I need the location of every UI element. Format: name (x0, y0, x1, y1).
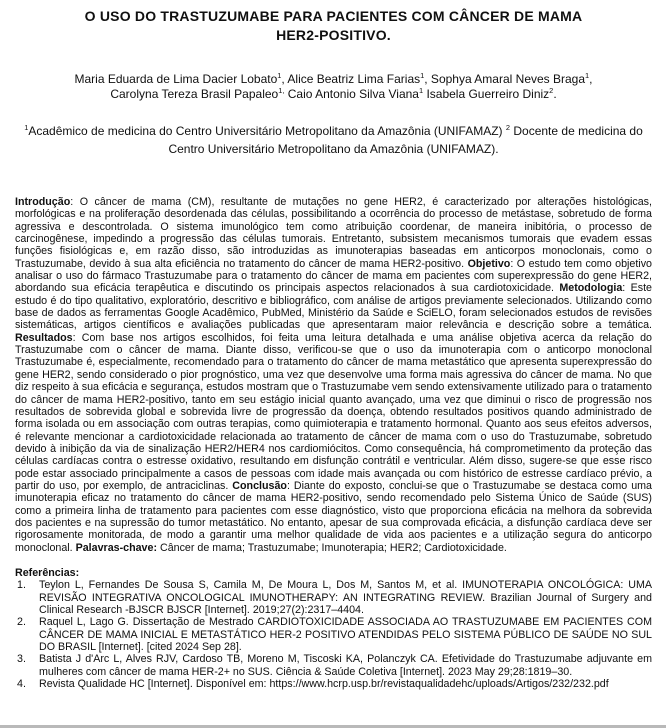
affiliations-line: $^1$Acadêmico de medicina do Centro Universitário Metropolitano da Amazônia (UNIFAMAZ) $^2$ Docente de medicina do Centro Universitário Metropolitano da Amazônia (UNIFAMAZ). (24, 123, 643, 156)
abstract-paragraph: Introdução: O câncer de mama (CM), resultante de mutações no gene HER2, é caracterizado por alterações histológicas, morfológicas e na proliferação desordenada das células, possibilitando a ocorrência do processo de metástase, sobretudo de forma agressiva e descontrolada. O sistema imunológico tem como atribuição coordenar, de maneira inibitória, o processo de carcinogênese, impedindo a progressão das células tumorais. Entretanto, subsistem mecanismos tumorais que evadem essas funções fisiológicas e, em razão disso, são introduzidas as imunoterapias baseadas em anticorpos monoclonais, como o Trastuzumabe, devido à sua alta eficiência no tratamento do câncer de mama HER2-positivo. Objetivo: O estudo tem como objetivo analisar o uso do fármaco Trastuzumabe para o tratamento do câncer de mama em pacientes com superexpressão do gene HER2, abordando sua eficácia terapêutica e discutindo os principais aspectos relacionados à sua cardiotoxicidade. Metodologia: Este estudo é do tipo qualitativo, exploratório, descritivo e bibliográfico, com análise de artigos previamente selecionados. Utilizando como base de dados as ferramentas Google Acadêmico, PubMed, Ministério da Saúde e SciELO, foram selecionados estudos de revisões sistemáticas, artigos científicos e avaliações publicadas que apresentaram maior relevância e descrição sobre a temática. Resultados: Com base nos artigos escolhidos, foi feita uma leitura detalhada e uma análise objetiva acerca da relação do Trastuzumabe com o câncer de mama. Diante disso, verificou-se que o uso da imunoterapia com o anticorpo monoclonal Trastuzumabe é, especialmente, recomendado para o tratamento do câncer de mama metastático que apresenta superexpressão do gene HER2, sendo considerado o pior prognóstico, uma vez que desenvolve uma forma mais agressiva do câncer de mama. No que diz respeito à sua eficácia e segurança, estudos mostram que o Trastuzumabe vem sendo extensivamente utilizado para o tratamento do câncer de mama HER2-positivo, tanto em seu estágio inicial quanto avançado, uma vez que diminui o risco de progressão nos resultados de sobrevida global e sobrevida livre de progressão da doença, obtendo resultados positivos quando administrado de forma isolada ou em associação com outras terapias, como quimioterapia e tratamento hormonal. Quanto aos seus efeitos adversos, é relevante mencionar a cardiotoxicidade relacionada ao tratamento de câncer de mama com o uso do Trastuzumabe, sobretudo devido à inibição da via de sinalização HER2/HER4 nos cardiomiócitos. Como consequência, há comprometimento da proteção das células cardíacas contra o estresse oxidativo, resultando em disfunção contrátil e ventricular. Além disso, sugere-se que esse risco pode estar associado principalmente a casos de pessoas com idade mais avançada ou com histórico de estresse cardíaco prévio, a partir do uso, por exemplo, de antraciclinas. Conclusão: Diante do exposto, conclui-se que o Trastuzumabe se destaca como uma imunoterapia eficaz no tratamento do câncer de mama HER2-positivo, sendo recomendado pelo Sistema Único de Saúde (SUS) como a primeira linha de tratamento para pacientes com esse diagnóstico, visto que proporciona eficácia na melhora da sobrevida dos pacientes e na supressão do tumor metastático. No entanto, apesar de sua comprovada eficácia, a disfunção cardíaca deve ser rigorosamente monitorada, de modo a garantir uma melhor qualidade de vida aos pacientes e a utilização segura do anticorpo monoclonal. Palavras-chave: Câncer de mama; Trastuzumabe; Imunoterapia; HER2; Cardiotoxicidade. (15, 196, 652, 554)
references-section (15, 567, 652, 690)
reference-text: Batista J d'Arc L, Alves RJV, Cardoso TB, Moreno M, Tiscoski KA, Polanczyk CA. Efetividade do Trastuzumabe adjuvante em mulheres com câncer de mama HER-2+ no SUS. Ciência & Saúde Coletiva [Internet]. 2023 May 29;28:1819–30. (39, 653, 652, 678)
reference-item (15, 678, 652, 690)
reference-item (15, 616, 652, 653)
reference-item (15, 579, 652, 616)
references-heading: Referências: (15, 566, 80, 579)
references-list (15, 579, 652, 690)
authors-line: Maria Eduarda de Lima Dacier Lobato$^1$, Alice Beatriz Lima Farias$^1$, Sophya Amaral Neves Braga$^1$, Carolyna Tereza Brasil Papaleo$^{1,}$ Caio Antonio Silva Viana$^1$ Isabela Guerreiro Diniz$^2$. (74, 71, 593, 101)
reference-text: Revista Qualidade HC [Internet]. Disponível em: https://www.hcrp.usp.br/revistaqualidadehc/uploads/Artigos/232/232.pdf (39, 678, 609, 691)
reference-item (15, 653, 652, 678)
reference-text: Raquel L, Lago G. Dissertação de Mestrado CARDIOTOXICIDADE ASSOCIADA AO TRASTUZUMABE EM PACIENTES COM CÂNCER DE MAMA INICIAL E METASTÁTICO HER-2 POSITIVO ATENDIDAS PELO SISTEMA PÚBLICO DE SAÚDE NO SUL DO BRASIL [Internet]. [cited 2024 Sep 28]. (39, 616, 652, 654)
reference-number: 2. (17, 616, 26, 629)
reference-text: Teylon L, Fernandes De Sousa S, Camila M, De Moura L, Dos M, Santos M, et al. IMUNOTERAPIA ONCOLÓGICA: UMA REVISÃO INTEGRATIVA ONCOLOGICAL IMUNOTHERAPY: AN INTEGRATING REVIEW. Brazilian Journal of Surgery and Clinical Research -BJSCR BJSCR [Internet]. 2019;27(2):2317–4404. (39, 579, 652, 616)
reference-number: 3. (17, 653, 26, 666)
reference-number: 4. (17, 678, 26, 691)
paper-title: O USO DO TRASTUZUMABE PARA PACIENTES COM CÂNCER DE MAMA HER2-POSITIVO. (84, 8, 583, 43)
reference-number: 1. (17, 579, 26, 592)
